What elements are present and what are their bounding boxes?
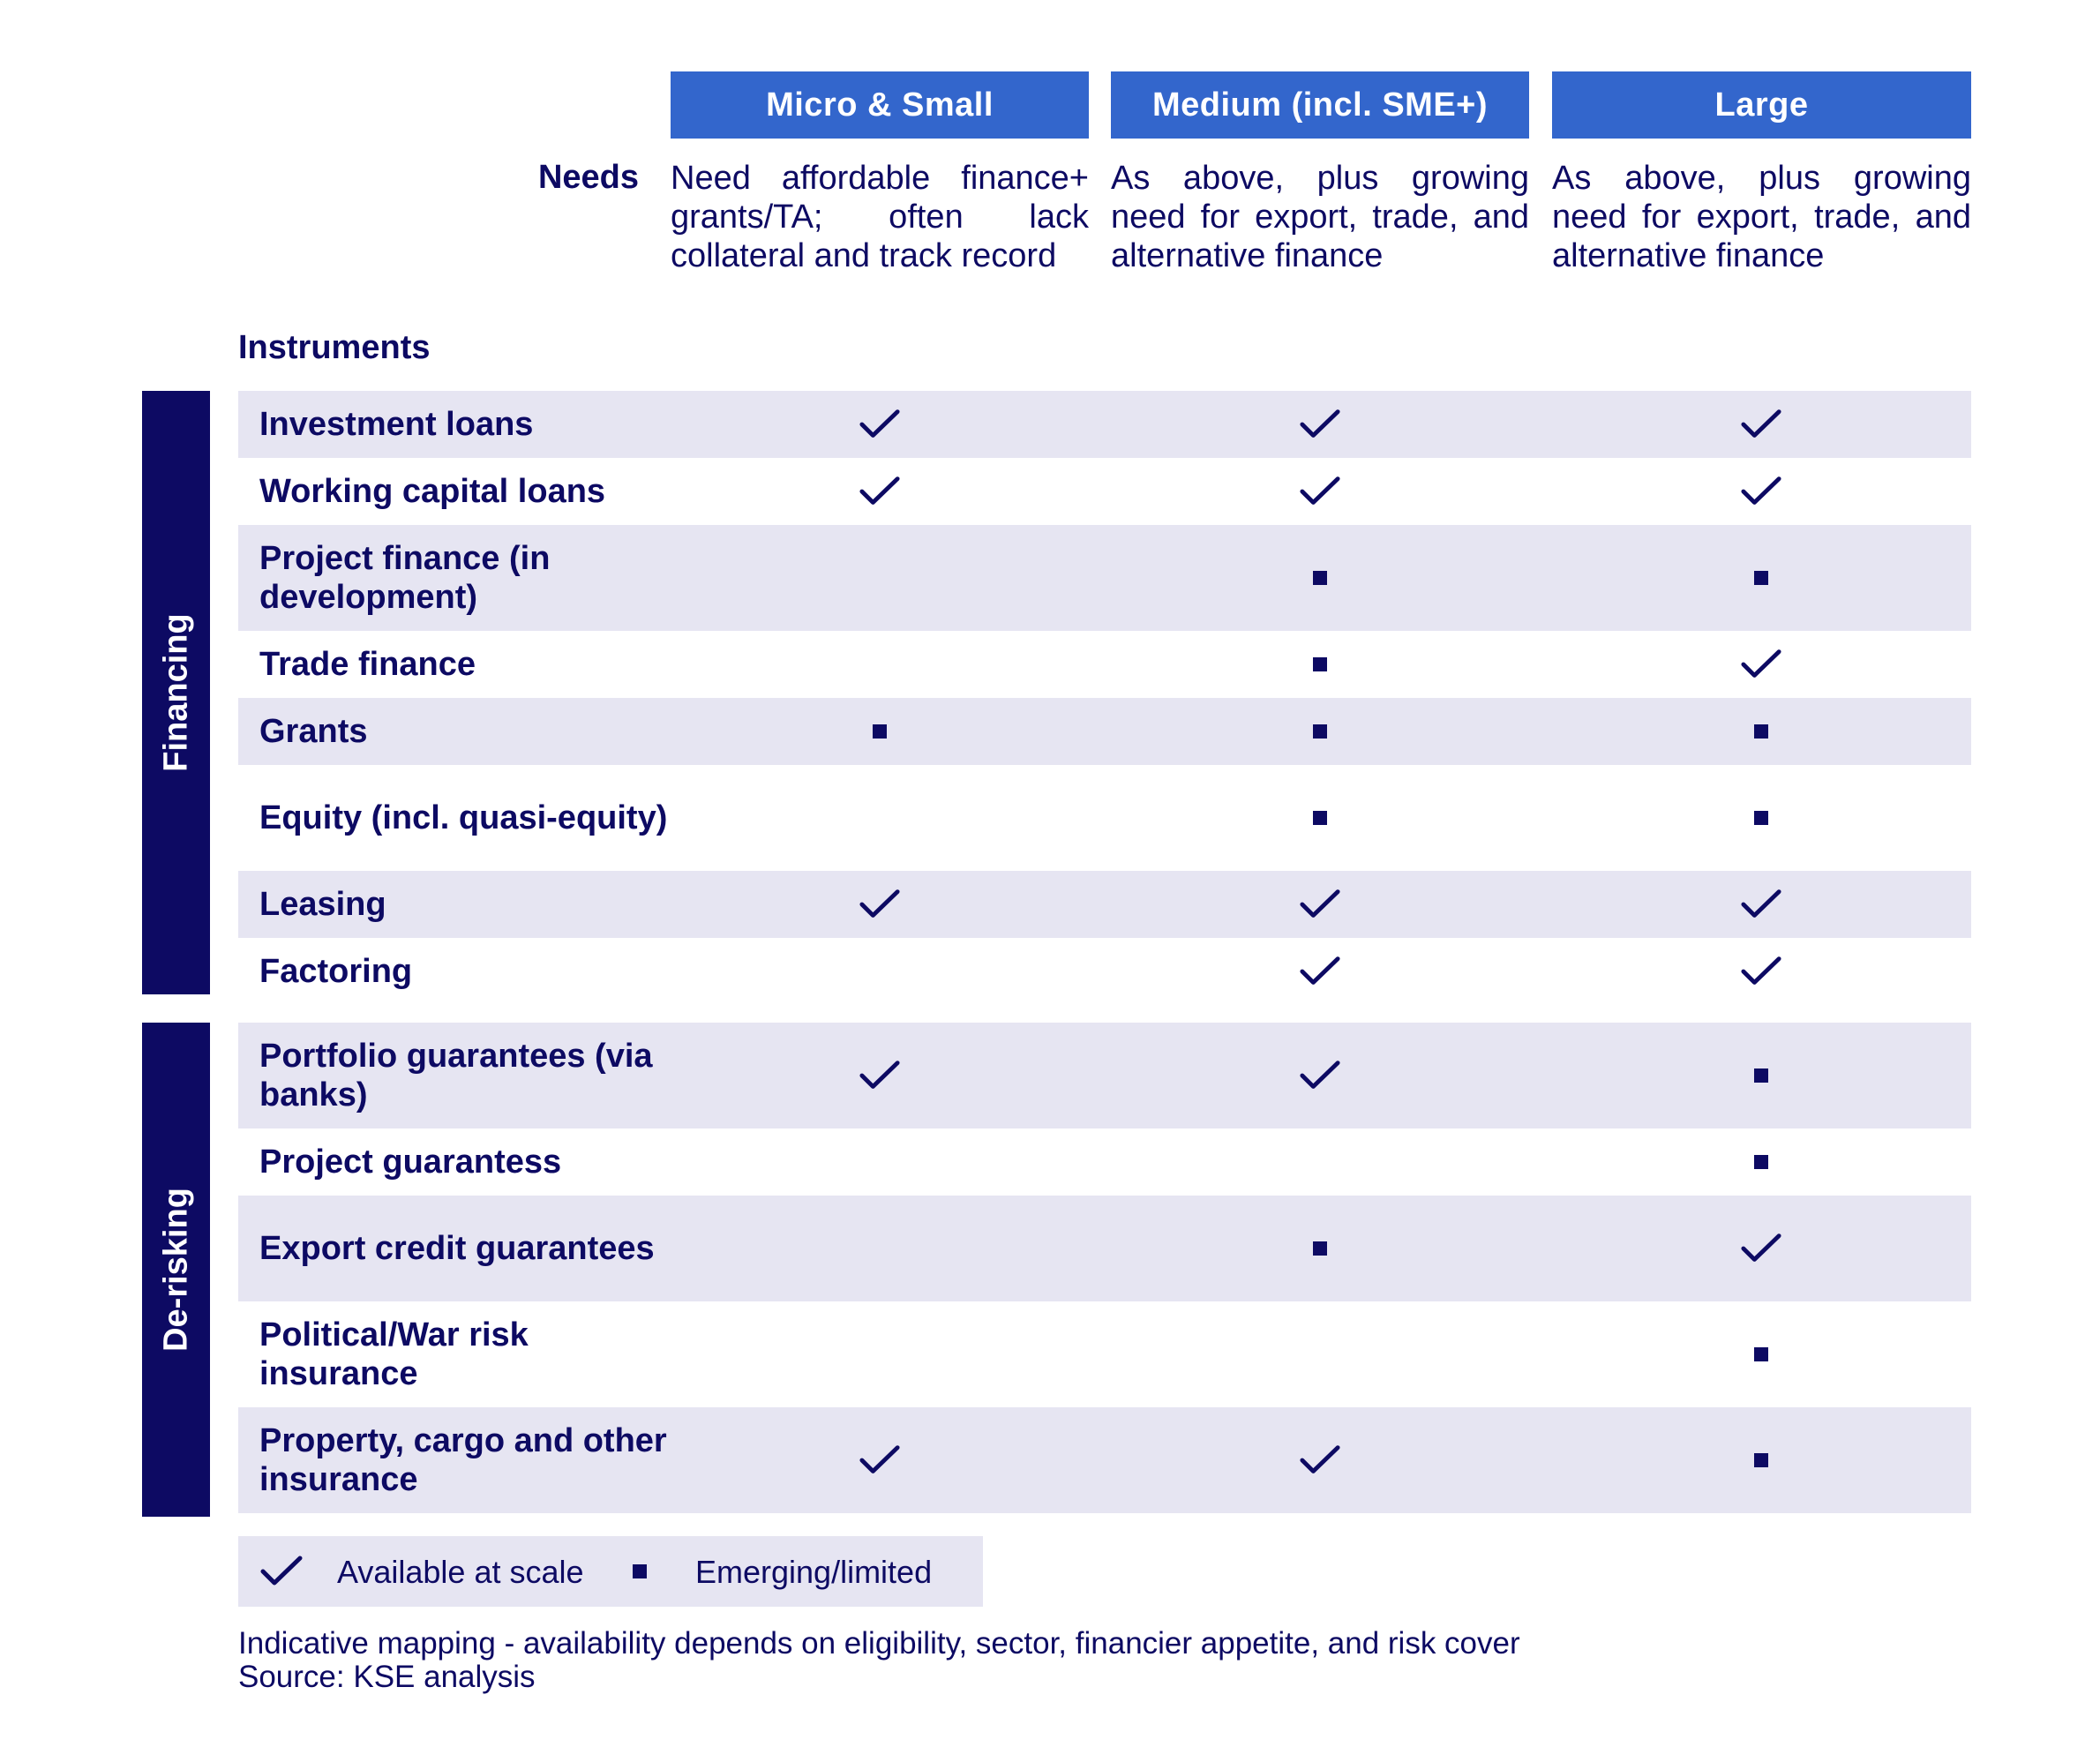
table-row [238, 765, 1971, 871]
check-icon [1740, 474, 1782, 509]
check-icon [859, 407, 901, 442]
availability-cell [1735, 878, 1788, 931]
square-icon [873, 724, 887, 739]
table-row [238, 391, 1971, 458]
availability-cell [1294, 1222, 1346, 1275]
availability-cell [853, 1049, 906, 1102]
square-icon [1754, 724, 1768, 739]
square-icon [1754, 571, 1768, 585]
instruments-label: Instruments [238, 329, 431, 366]
legend [238, 1536, 983, 1607]
square-icon [1754, 1347, 1768, 1361]
availability-cell [1294, 1434, 1346, 1487]
instrument-label: Investment loans [259, 406, 534, 443]
square-icon [1313, 811, 1327, 825]
square-icon [1313, 1241, 1327, 1256]
availability-cell [853, 398, 906, 451]
instrument-label: Property, cargo and other insurance [259, 1422, 667, 1498]
square-icon [1754, 1453, 1768, 1467]
table-row [238, 1407, 1971, 1513]
availability-cell [1294, 945, 1346, 998]
availability-cell [853, 1222, 906, 1275]
check-icon [1740, 887, 1782, 922]
availability-cell [1294, 791, 1346, 844]
check-icon [1299, 407, 1341, 442]
instrument-label: Export credit guarantees [259, 1230, 655, 1267]
availability-cell [853, 945, 906, 998]
check-icon [859, 887, 901, 922]
column-header-micro-small: Micro & Small [671, 71, 1089, 139]
legend-emerging-label: Emerging/limited [695, 1554, 933, 1590]
availability-cell [1735, 398, 1788, 451]
group-derisking-bar [142, 1023, 210, 1517]
instrument-label: Leasing [259, 886, 386, 923]
availability-cell [1294, 1136, 1346, 1188]
group-financing-bar [142, 391, 210, 994]
availability-cell [1735, 465, 1788, 518]
column-header-large: Large [1552, 71, 1971, 139]
group-financing-label: Financing [157, 613, 194, 772]
square-icon [633, 1564, 647, 1578]
table-row [238, 938, 1971, 1005]
check-icon [259, 1554, 304, 1589]
availability-cell [853, 878, 906, 931]
availability-cell [853, 1434, 906, 1487]
needs-medium: As above, plus growing need for export, trade, and alternative finance [1111, 160, 1529, 274]
availability-cell [853, 1136, 906, 1188]
legend-available-label: Available at scale [337, 1554, 584, 1590]
availability-cell [1735, 638, 1788, 691]
instrument-label: Portfolio guarantees (via banks) [259, 1038, 653, 1113]
check-icon [1299, 474, 1341, 509]
availability-cell [1735, 791, 1788, 844]
availability-cell [1294, 398, 1346, 451]
needs-label: Needs [537, 159, 639, 196]
availability-cell [1735, 945, 1788, 998]
instrument-label: Grants [259, 713, 368, 750]
square-icon [1313, 724, 1327, 739]
check-icon [859, 1443, 901, 1478]
needs-micro-small: Need affordable finance+ grants/TA; often lack collateral and track record [671, 160, 1089, 274]
instrument-label: Equity (incl. quasi-equity) [259, 799, 668, 836]
instrument-label: Project finance (in development) [259, 540, 551, 616]
table-row [238, 458, 1971, 525]
check-icon [859, 474, 901, 509]
availability-cell [853, 638, 906, 691]
availability-cell [1735, 705, 1788, 758]
availability-cell [1294, 705, 1346, 758]
availability-cell [1735, 1049, 1788, 1102]
availability-cell [1294, 1049, 1346, 1102]
check-icon [1299, 1058, 1341, 1093]
table-row [238, 871, 1971, 938]
availability-cell [853, 465, 906, 518]
check-icon [1740, 954, 1782, 989]
footnote-note: Indicative mapping - availability depends on eligibility, sector, financier appetite, and risk cover [238, 1626, 1520, 1661]
availability-cell [853, 551, 906, 604]
instrument-label: Project guarantess [259, 1143, 562, 1181]
column-header-medium: Medium (incl. SME+) [1111, 71, 1529, 139]
footnote-source: Source: KSE analysis [238, 1660, 536, 1694]
square-icon [1754, 811, 1768, 825]
group-derisking-label: De-risking [157, 1188, 194, 1352]
footnote [238, 1627, 1520, 1694]
instrument-label: Political/War risk insurance [259, 1316, 529, 1392]
availability-cell [853, 1328, 906, 1381]
availability-cell [1735, 1136, 1788, 1188]
table-row [238, 631, 1971, 698]
check-icon [1740, 647, 1782, 682]
availability-cell [1735, 1434, 1788, 1487]
square-icon [1754, 1068, 1768, 1083]
availability-cell [853, 791, 906, 844]
availability-cell [853, 705, 906, 758]
square-icon [1313, 571, 1327, 585]
table-row [238, 1196, 1971, 1301]
availability-cell [1735, 1328, 1788, 1381]
table-row [238, 1128, 1971, 1196]
check-icon [1740, 407, 1782, 442]
square-icon [1754, 1155, 1768, 1169]
check-icon [859, 1058, 901, 1093]
table-row [238, 1301, 1971, 1407]
table-row [238, 1023, 1971, 1128]
check-icon [1299, 887, 1341, 922]
table-row [238, 525, 1971, 631]
instrument-label: Trade finance [259, 646, 476, 683]
check-icon [1299, 954, 1341, 989]
check-icon [1299, 1443, 1341, 1478]
square-icon [1313, 657, 1327, 671]
instrument-label: Working capital loans [259, 473, 606, 510]
availability-cell [1735, 1222, 1788, 1275]
availability-cell [1294, 551, 1346, 604]
table-row [238, 698, 1971, 765]
availability-cell [1294, 1328, 1346, 1381]
needs-large: As above, plus growing need for export, trade, and alternative finance [1552, 160, 1971, 274]
check-icon [1740, 1231, 1782, 1266]
availability-cell [1294, 465, 1346, 518]
instrument-label: Factoring [259, 953, 413, 990]
availability-cell [1735, 551, 1788, 604]
availability-cell [1294, 878, 1346, 931]
availability-cell [1294, 638, 1346, 691]
